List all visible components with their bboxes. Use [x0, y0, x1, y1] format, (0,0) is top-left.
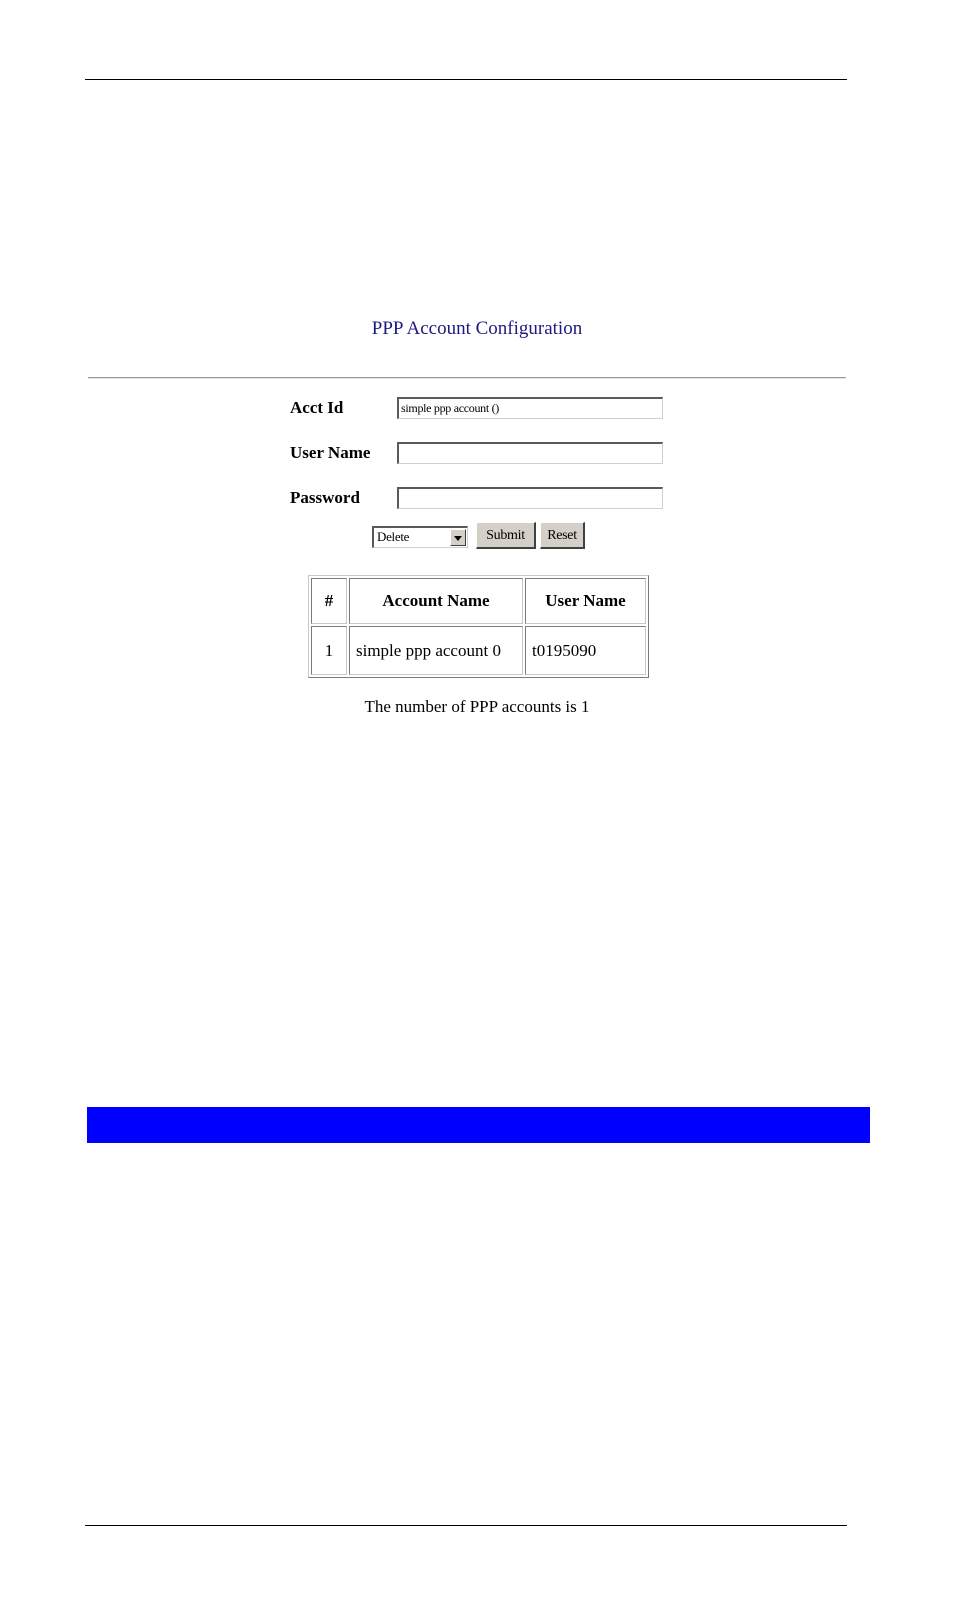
password-label: Password [290, 488, 360, 507]
action-select-value: Delete [377, 529, 410, 544]
user-name-label: User Name [290, 443, 371, 462]
account-count-text: The number of PPP accounts is 1 [364, 697, 590, 716]
reset-button[interactable]: Reset [540, 522, 585, 549]
acct-id-label: Acct Id [290, 398, 344, 417]
page-title: PPP Account Configuration [371, 318, 583, 339]
table-header-row [311, 578, 646, 624]
cell-user-name: t0195090 [525, 626, 646, 675]
accounts-table [308, 575, 649, 678]
section-header-bar [87, 1107, 870, 1143]
column-header-number: # [311, 578, 347, 624]
header-rule [85, 79, 847, 80]
column-header-user-name: User Name [525, 578, 646, 624]
user-name-field[interactable] [397, 442, 663, 464]
cell-number: 1 [311, 626, 347, 675]
title-divider [88, 377, 846, 379]
cell-account-name: simple ppp account 0 [349, 626, 523, 675]
chevron-down-icon[interactable] [450, 529, 466, 546]
acct-id-field[interactable] [397, 397, 663, 419]
submit-button[interactable]: Submit [476, 522, 536, 549]
footer-rule [85, 1525, 847, 1526]
column-header-account-name: Account Name [349, 578, 523, 624]
password-field[interactable] [397, 487, 663, 509]
action-select[interactable] [372, 526, 468, 548]
table-row [311, 626, 646, 675]
